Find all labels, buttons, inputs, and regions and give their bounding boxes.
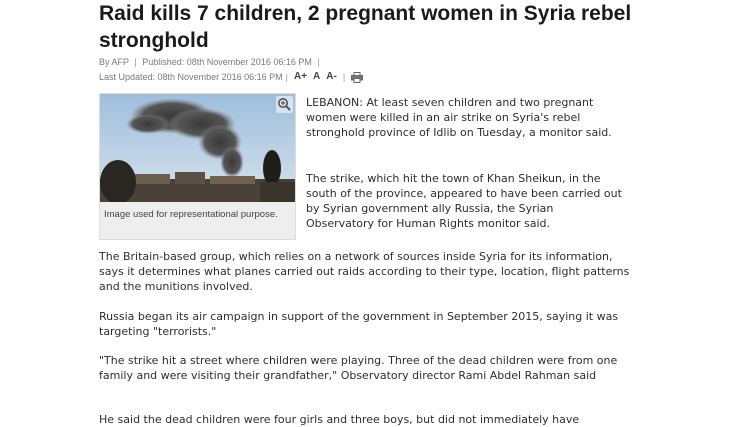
article-paragraph: "The strike hit a street where children were playing. Three of the dead children were from one family and were visiting their grandfather," Observatory director Rami Abdel Rahman said — [99, 354, 618, 382]
article-paragraph: Russia began its air campaign in support of the government in September 2015, saying it was targeting "terrorists." — [99, 310, 619, 338]
article-meta-updated — [99, 71, 363, 83]
byline: By AFP — [99, 57, 129, 67]
article-image-container — [99, 93, 296, 240]
published-date: Published: 08th November 2016 06:16 PM — [142, 57, 312, 67]
font-reset-button[interactable]: A — [313, 71, 321, 82]
article-paragraph: The Britain-based group, which relies on a network of sources inside Syria for its information, says it determines what planes carried out raids according to their type, location, flight patterns and the munitions involved. — [99, 250, 630, 293]
font-increase-button[interactable]: A+ — [293, 71, 308, 82]
zoom-in-icon[interactable] — [276, 96, 293, 113]
updated-date: Last Updated: 08th November 2016 06:16 PM — [99, 72, 283, 82]
article-photo[interactable] — [100, 94, 295, 202]
image-caption: Image used for representational purpose. — [104, 209, 278, 220]
article-paragraph: The strike, which hit the town of Khan Sheikun, in the south of the province, appeared to have been carried out by Syrian government ally Russia, the Syrian Observatory for Human Rights monitor said. — [306, 172, 622, 230]
article-paragraph: He said the dead children were four girls and three boys, but did not immediately have — [99, 413, 580, 426]
print-icon[interactable] — [351, 72, 363, 83]
divider: | — [342, 72, 346, 82]
article-meta-published — [99, 56, 323, 68]
article-title: Raid kills 7 children, 2 pregnant women in Syria rebel stronghold — [99, 2, 632, 52]
divider: | — [317, 57, 320, 67]
article-paragraph: LEBANON: At least seven children and two pregnant women were killed in an air strike on Syria's rebel stronghold province of Idlib on Tuesday, a monitor said. — [306, 96, 612, 139]
font-decrease-button[interactable]: A- — [326, 71, 337, 82]
divider: | — [134, 57, 137, 67]
divider: | — [285, 72, 288, 82]
